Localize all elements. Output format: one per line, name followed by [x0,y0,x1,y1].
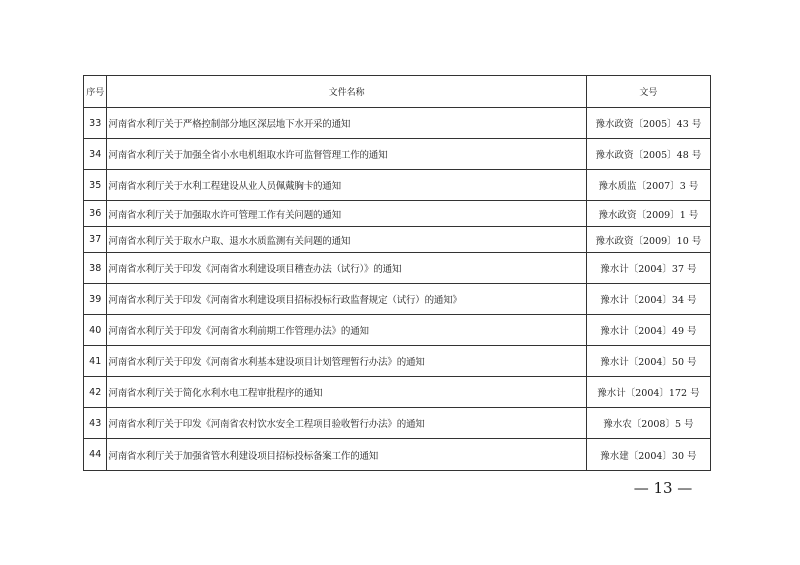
table-row [84,108,711,139]
row-document-name: 河南省水利厅关于取水户取、退水水质监测有关问题的通知 [107,227,586,253]
table-row [84,139,711,170]
row-document-number: 豫水计〔2004〕34 号 [586,284,710,315]
row-document-name: 河南省水利厅关于印发《河南省水利前期工作管理办法》的通知 [107,315,586,346]
row-serial-number: 39 [84,284,107,315]
row-document-name: 河南省水利厅关于严格控制部分地区深层地下水开采的通知 [107,108,586,139]
header-document-name: 文件名称 [107,76,586,108]
table-body [84,108,711,471]
row-document-name: 河南省水利厅关于水利工程建设从业人员佩戴胸卡的通知 [107,170,586,201]
table-row [84,439,711,471]
header-serial-number: 序号 [84,76,107,108]
row-serial-number: 43 [84,408,107,439]
header-document-number: 文号 [586,76,710,108]
row-serial-number: 42 [84,377,107,408]
row-document-number: 豫水质监〔2007〕3 号 [586,170,710,201]
row-serial-number: 40 [84,315,107,346]
row-serial-number: 34 [84,139,107,170]
table-header-row [84,76,711,108]
row-document-name: 河南省水利厅关于印发《河南省农村饮水安全工程项目验收暂行办法》的通知 [107,408,586,439]
table-row [84,315,711,346]
table-row [84,377,711,408]
row-document-name: 河南省水利厅关于加强全省小水电机组取水许可监督管理工作的通知 [107,139,586,170]
row-serial-number: 41 [84,346,107,377]
table-row [84,284,711,315]
table-row [84,408,711,439]
row-document-number: 豫水计〔2004〕172 号 [586,377,710,408]
row-document-number: 豫水政资〔2005〕43 号 [586,108,710,139]
row-serial-number: 37 [84,227,107,253]
row-document-number: 豫水农〔2008〕5 号 [586,408,710,439]
row-document-name: 河南省水利厅关于印发《河南省水利建设项目稽查办法（试行）》的通知 [107,253,586,284]
row-serial-number: 33 [84,108,107,139]
table-row [84,227,711,253]
row-serial-number: 38 [84,253,107,284]
row-serial-number: 35 [84,170,107,201]
row-document-name: 河南省水利厅关于加强取水许可管理工作有关问题的通知 [107,201,586,227]
table-row [84,253,711,284]
row-document-number: 豫水计〔2004〕50 号 [586,346,710,377]
row-document-number: 豫水政资〔2009〕10 号 [586,227,710,253]
row-document-number: 豫水建〔2004〕30 号 [586,439,710,471]
table-row [84,170,711,201]
table-row [84,346,711,377]
row-document-number: 豫水政资〔2005〕48 号 [586,139,710,170]
row-serial-number: 44 [84,439,107,471]
page-number: — 13 — [633,479,693,497]
row-document-name: 河南省水利厅关于简化水利水电工程审批程序的通知 [107,377,586,408]
row-document-number: 豫水政资〔2009〕1 号 [586,201,710,227]
row-document-number: 豫水计〔2004〕49 号 [586,315,710,346]
table-row [84,201,711,227]
row-document-name: 河南省水利厅关于加强省管水利建设项目招标投标备案工作的通知 [107,439,586,471]
row-document-number: 豫水计〔2004〕37 号 [586,253,710,284]
document-table [83,75,711,471]
row-document-name: 河南省水利厅关于印发《河南省水利建设项目招标投标行政监督规定（试行）的通知》 [107,284,586,315]
row-document-name: 河南省水利厅关于印发《河南省水利基本建设项目计划管理暂行办法》的通知 [107,346,586,377]
row-serial-number: 36 [84,201,107,227]
